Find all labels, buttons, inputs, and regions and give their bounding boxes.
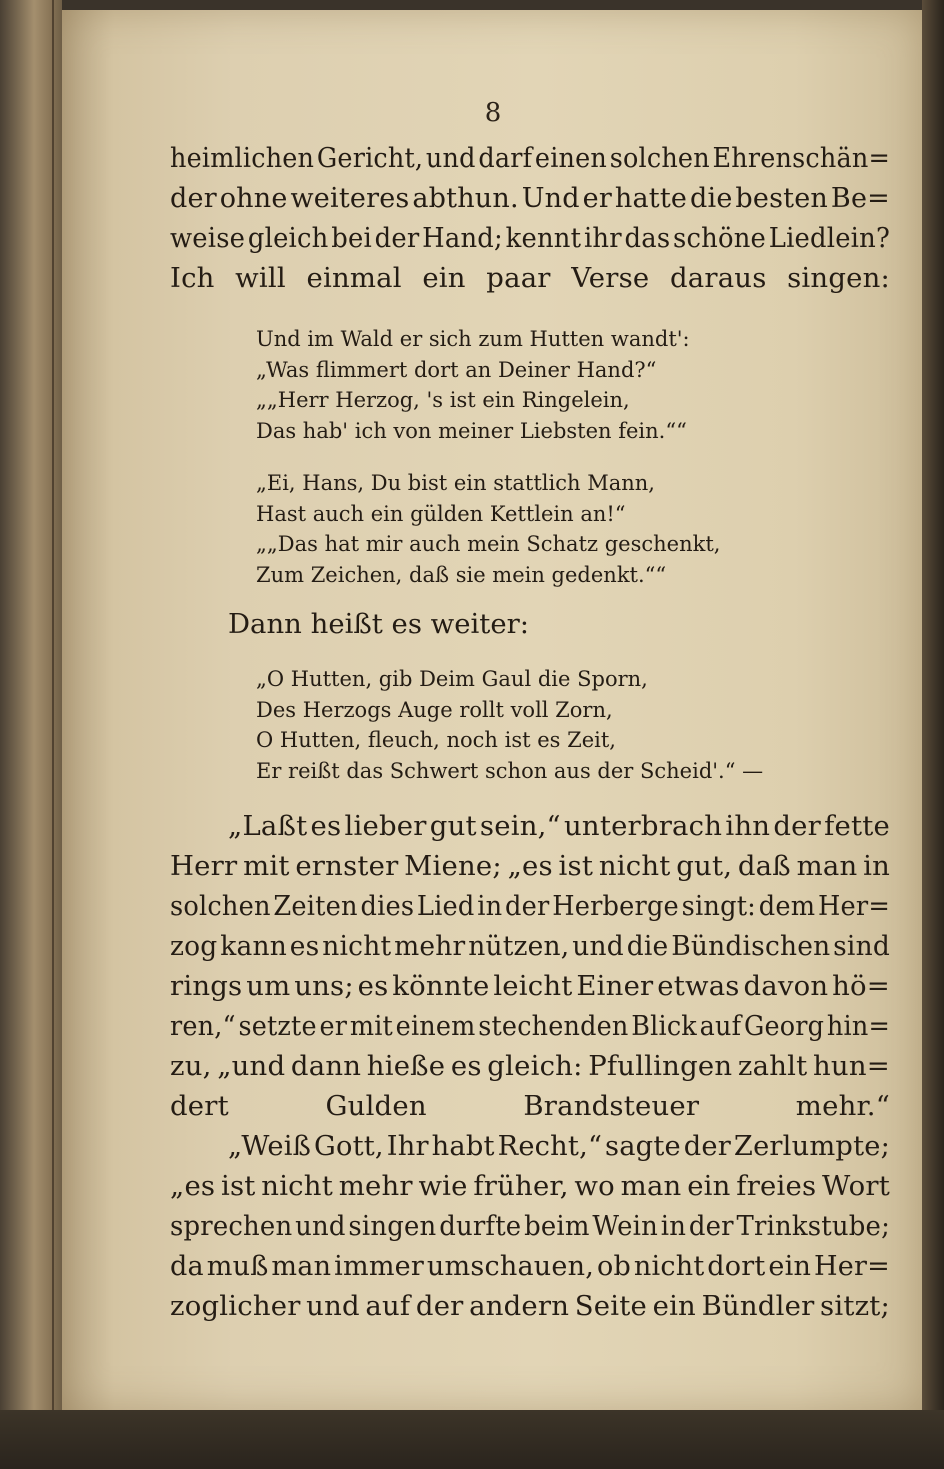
opening-paragraph: [170, 138, 890, 298]
page-edge-right: [922, 0, 944, 1469]
verse-line: Des Herzogs Auge rollt voll Zorn,: [256, 697, 613, 722]
verse-stanza-2: [170, 468, 890, 590]
verse-line: O Hutten, fleuch, noch ist es Zeit,: [256, 728, 616, 752]
book-binding: [0, 0, 62, 1469]
page-text: [170, 138, 890, 1326]
text-line: da muß man immer umschauen, ob nicht dort ein Her=: [170, 1250, 890, 1282]
text-line: „Weiß Gott, Ihr habt Recht,“ sagte der Zerlumpte;: [228, 1130, 890, 1162]
verse-stanza-1: [170, 324, 890, 446]
verse-line: Zum Zeichen, daß sie mein gedenkt.““: [256, 562, 667, 587]
text-line: dert Gulden Brandsteuer mehr.“: [170, 1090, 890, 1122]
verse-line: Er reißt das Schwert schon aus der Scheid'.“ —: [256, 758, 764, 783]
page-edge-bottom: [0, 1410, 944, 1469]
text-line: ren,“ setzte er mit einem stechenden Blick auf Georg hin=: [170, 1010, 890, 1042]
page-number: 8: [484, 98, 502, 128]
paragraph-2: [170, 806, 890, 1126]
text-line: „Laßt es lieber gut sein,“ unterbrach ihn der fette: [228, 810, 890, 842]
text-line: heimlichen Gericht, und darf einen solchen Ehrenschän=: [170, 142, 890, 174]
text-line: sprechen und singen durfte beim Wein in der Trinkstube;: [170, 1210, 890, 1242]
verse-stanza-3: [170, 664, 890, 786]
text-line: zoglicher und auf der andern Seite ein Bündler sitzt;: [170, 1290, 890, 1322]
text-line: solchen Zeiten dies Lied in der Herberge singt: dem Her=: [170, 890, 890, 922]
verse-line: „O Hutten, gib Deim Gaul die Sporn,: [256, 667, 648, 691]
text-line: rings um uns; es könnte leicht Einer etwas davon hö=: [170, 970, 890, 1002]
verse-line: Und im Wald er sich zum Hutten wandt':: [256, 327, 690, 351]
book-page: [62, 10, 924, 1410]
text-line: „es ist nicht mehr wie früher, wo man ein freies Wort: [170, 1170, 890, 1202]
text-line: Herr mit ernster Miene; „es ist nicht gut, daß man in: [170, 850, 890, 882]
verse-line: „Was flimmert dort an Deiner Hand?“: [256, 357, 657, 382]
text-line: Ich will einmal ein paar Verse daraus singen:: [170, 262, 890, 294]
paragraph-3: [170, 1126, 890, 1326]
verse-line: „Ei, Hans, Du bist ein stattlich Mann,: [256, 471, 655, 495]
text-line: zu, „und dann hieße es gleich: Pfullingen zahlt hun=: [170, 1050, 890, 1082]
text-line: der ohne weiteres abthun. Und er hatte die besten Be=: [170, 182, 890, 214]
verse-line: „„Das hat mir auch mein Schatz geschenkt,: [256, 532, 721, 556]
text-line: weise gleich bei der Hand; kennt ihr das schöne Liedlein?: [170, 222, 890, 254]
verse-line: „„Herr Herzog, 's ist ein Ringelein,: [256, 388, 630, 412]
verse-line: Das hab' ich von meiner Liebsten fein.““: [256, 418, 687, 443]
text-line: zog kann es nicht mehr nützen, und die Bündischen sind: [170, 930, 890, 962]
verse-line: Hast auch ein gülden Kettlein an!“: [256, 501, 626, 526]
transition-line: Dann heißt es weiter:: [228, 608, 530, 640]
